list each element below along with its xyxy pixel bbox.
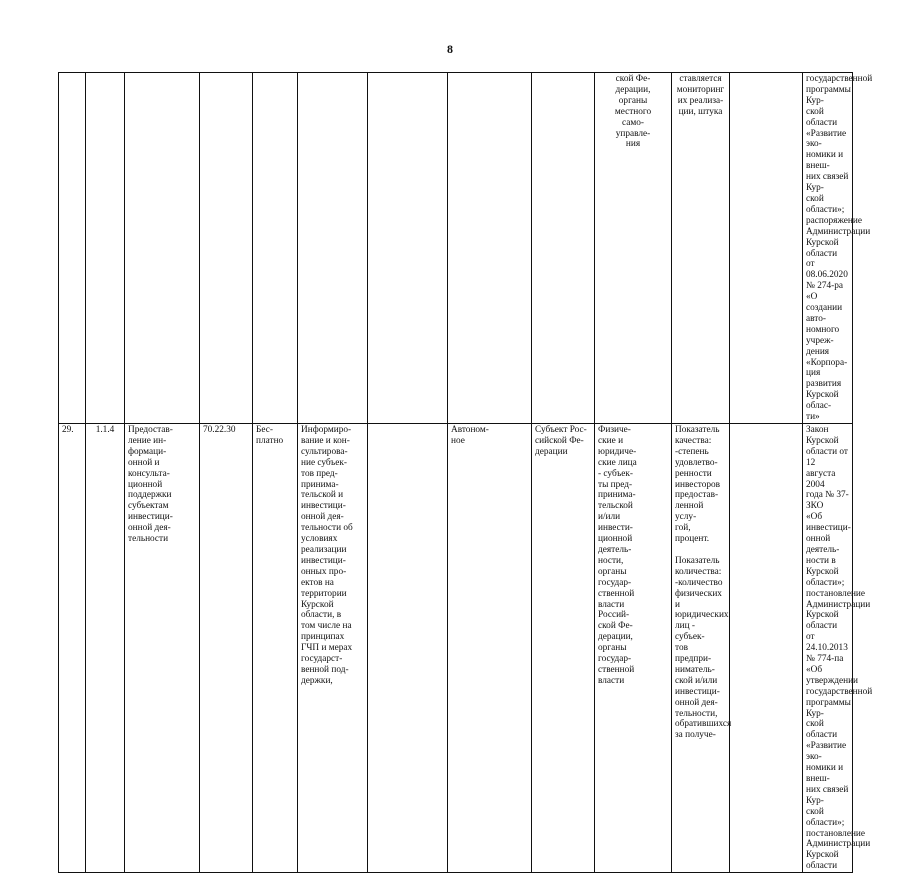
table-row-continued [59, 73, 853, 424]
cell-empty [253, 73, 298, 424]
cell-code: 1.1.4 [86, 424, 125, 873]
table-row-29 [59, 424, 853, 873]
page-number: 8 [447, 42, 453, 56]
cell-legal-basis: Закон Курской области от 12 августа 2004 года № 37-ЗКО «Об инвестици- онной деятель- ности в Курской области»; постановление Администрации Курской области от 24.10.2013 № 774-па «Об утверждении государственной программы Кур- ской области «Развитие эко- номики и внеш- них связей Кур- ской области»; постановление Администрации Курской области [803, 424, 853, 873]
cell-service-name: Предостав- ление ин- формаци- онной и консульта- ционной поддержки субъектам инвестици- онной дея- тельности [125, 424, 200, 873]
cell-empty [86, 73, 125, 424]
cell-legal-basis-continued: государственной программы Кур- ской области «Развитие эко- номики и внеш- них связей Кур- ской области»; распоряжение Администрации Курской области от 08.06.2020 № 274-ра «О создании авто- номного учреж- дения «Корпора- ция развития Курской облас- ти» [803, 73, 853, 424]
cell-indicators-continued: ставляется мониторинг их реализа- ции, штука [672, 73, 730, 424]
cell-payment: Бес- платно [253, 424, 298, 873]
cell-empty [532, 73, 595, 424]
cell-empty [125, 73, 200, 424]
cell-founder: Субъект Рос- сийской Фе- дерации [532, 424, 595, 873]
cell-indicators: Показатель качества: -степень удовлетво- ренности инвесторов предостав- ленной услу- гой, процент. Показатель количества: -количество физических и юридических лиц - субъек- тов предпри- ниматель- ской и/или инвестици- онной дея- тельности, обратившихся за получе- [672, 424, 730, 873]
register-table [58, 72, 873, 873]
cell-empty [368, 73, 448, 424]
cell-consumers-continued: ской Фе- дерации, органы местного само- управле- ния [595, 73, 672, 424]
cell-row-number: 29. [59, 424, 86, 873]
cell-empty [298, 73, 368, 424]
cell-institution-type: Автоном- ное [448, 424, 532, 873]
cell-consumers: Физиче- ские и юридиче- ские лица - субъек- ты пред- принима- тельской и/или инвести- ционной деятель- ности, органы государ- ственной власти Россий- ской Фе- дерации, органы государ- ственной власти [595, 424, 672, 873]
cell-empty [730, 73, 803, 424]
cell-empty [448, 73, 532, 424]
cell-empty [200, 73, 253, 424]
cell-empty [59, 73, 86, 424]
cell-empty [368, 424, 448, 873]
cell-description: Информиро- вание и кон- сультирова- ние субъек- тов пред- принима- тельской и инвестици- онной дея- тельности об условиях реализации инвестици- онных про- ектов на территории Курской области, в том числе на принципах ГЧП и мерах государст- венной под- держки, [298, 424, 368, 873]
cell-empty [730, 424, 803, 873]
cell-okved: 70.22.30 [200, 424, 253, 873]
